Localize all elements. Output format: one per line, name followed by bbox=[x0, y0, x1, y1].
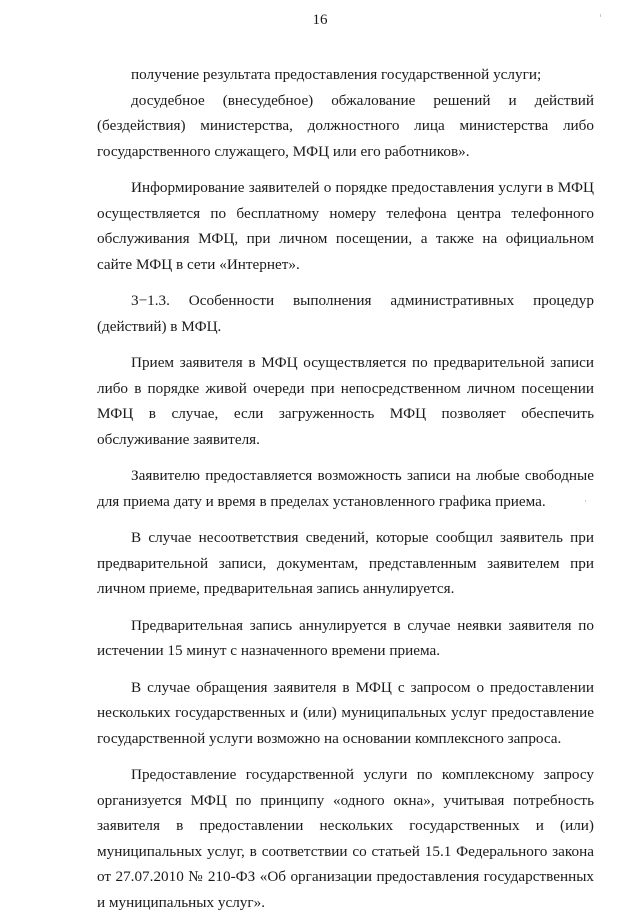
paragraph-appeal: досудебное (внесудебное) обжалование решений и действий (бездействия) министерства, должностного лица министерства либо государственного служащего, МФЦ или его работников». bbox=[97, 91, 594, 160]
paragraph-informing: Информирование заявителей о порядке предоставления услуги в МФЦ осуществляется по бесплатному номеру телефона центра телефонного обслуживания МФЦ, при личном посещении, а также на официальном сайте МФЦ в сети «Интернет». bbox=[97, 179, 594, 273]
section-heading-3-1-3: 3−1.3. Особенности выполнения административных процедур (действий) в МФЦ. bbox=[97, 292, 594, 335]
page-number: 16 bbox=[312, 12, 328, 28]
paragraph-booking-opportunity: Заявителю предоставляется возможность записи на любые свободные для приема дату и время в пределах установленного графика приема. bbox=[97, 467, 594, 510]
paragraph-complex-request: В случае обращения заявителя в МФЦ с запросом о предоставлении нескольких государственных и (или) муниципальных услуг предоставление государственной услуги возможно на основании комплексного запроса. bbox=[97, 678, 594, 747]
document-body bbox=[97, 62, 594, 915]
paragraph-reception: Прием заявителя в МФЦ осуществляется по предварительной записи либо в порядке живой очереди при непосредственном личном посещении МФЦ в случае, если загруженность МФЦ позволяет обеспечить обслуживание заявителя. bbox=[97, 354, 594, 448]
scan-speck bbox=[600, 14, 601, 17]
paragraph-result-receipt: получение результата предоставления государственной услуги; bbox=[131, 66, 542, 83]
scan-speck bbox=[585, 500, 586, 502]
paragraph-cancellation: Предварительная запись аннулируется в случае неявки заявителя по истечении 15 минут с назначенного времени приема. bbox=[97, 616, 594, 659]
paragraph-one-window: Предоставление государственной услуги по комплексному запросу организуется МФЦ по принципу «одного окна», учитывая потребность заявителя в предоставлении нескольких государственных и (или) муниципальных услуг, в соответствии со статьей 15.1 Федерального закона от 27.07.2010 № 210-ФЗ «Об организации предоставления государственных и муниципальных услуг». bbox=[97, 766, 594, 911]
paragraph-mismatch: В случае несоответствия сведений, которые сообщил заявитель при предварительной записи, документам, представленным заявителем при личном приеме, предварительная запись аннулируется. bbox=[97, 529, 594, 597]
